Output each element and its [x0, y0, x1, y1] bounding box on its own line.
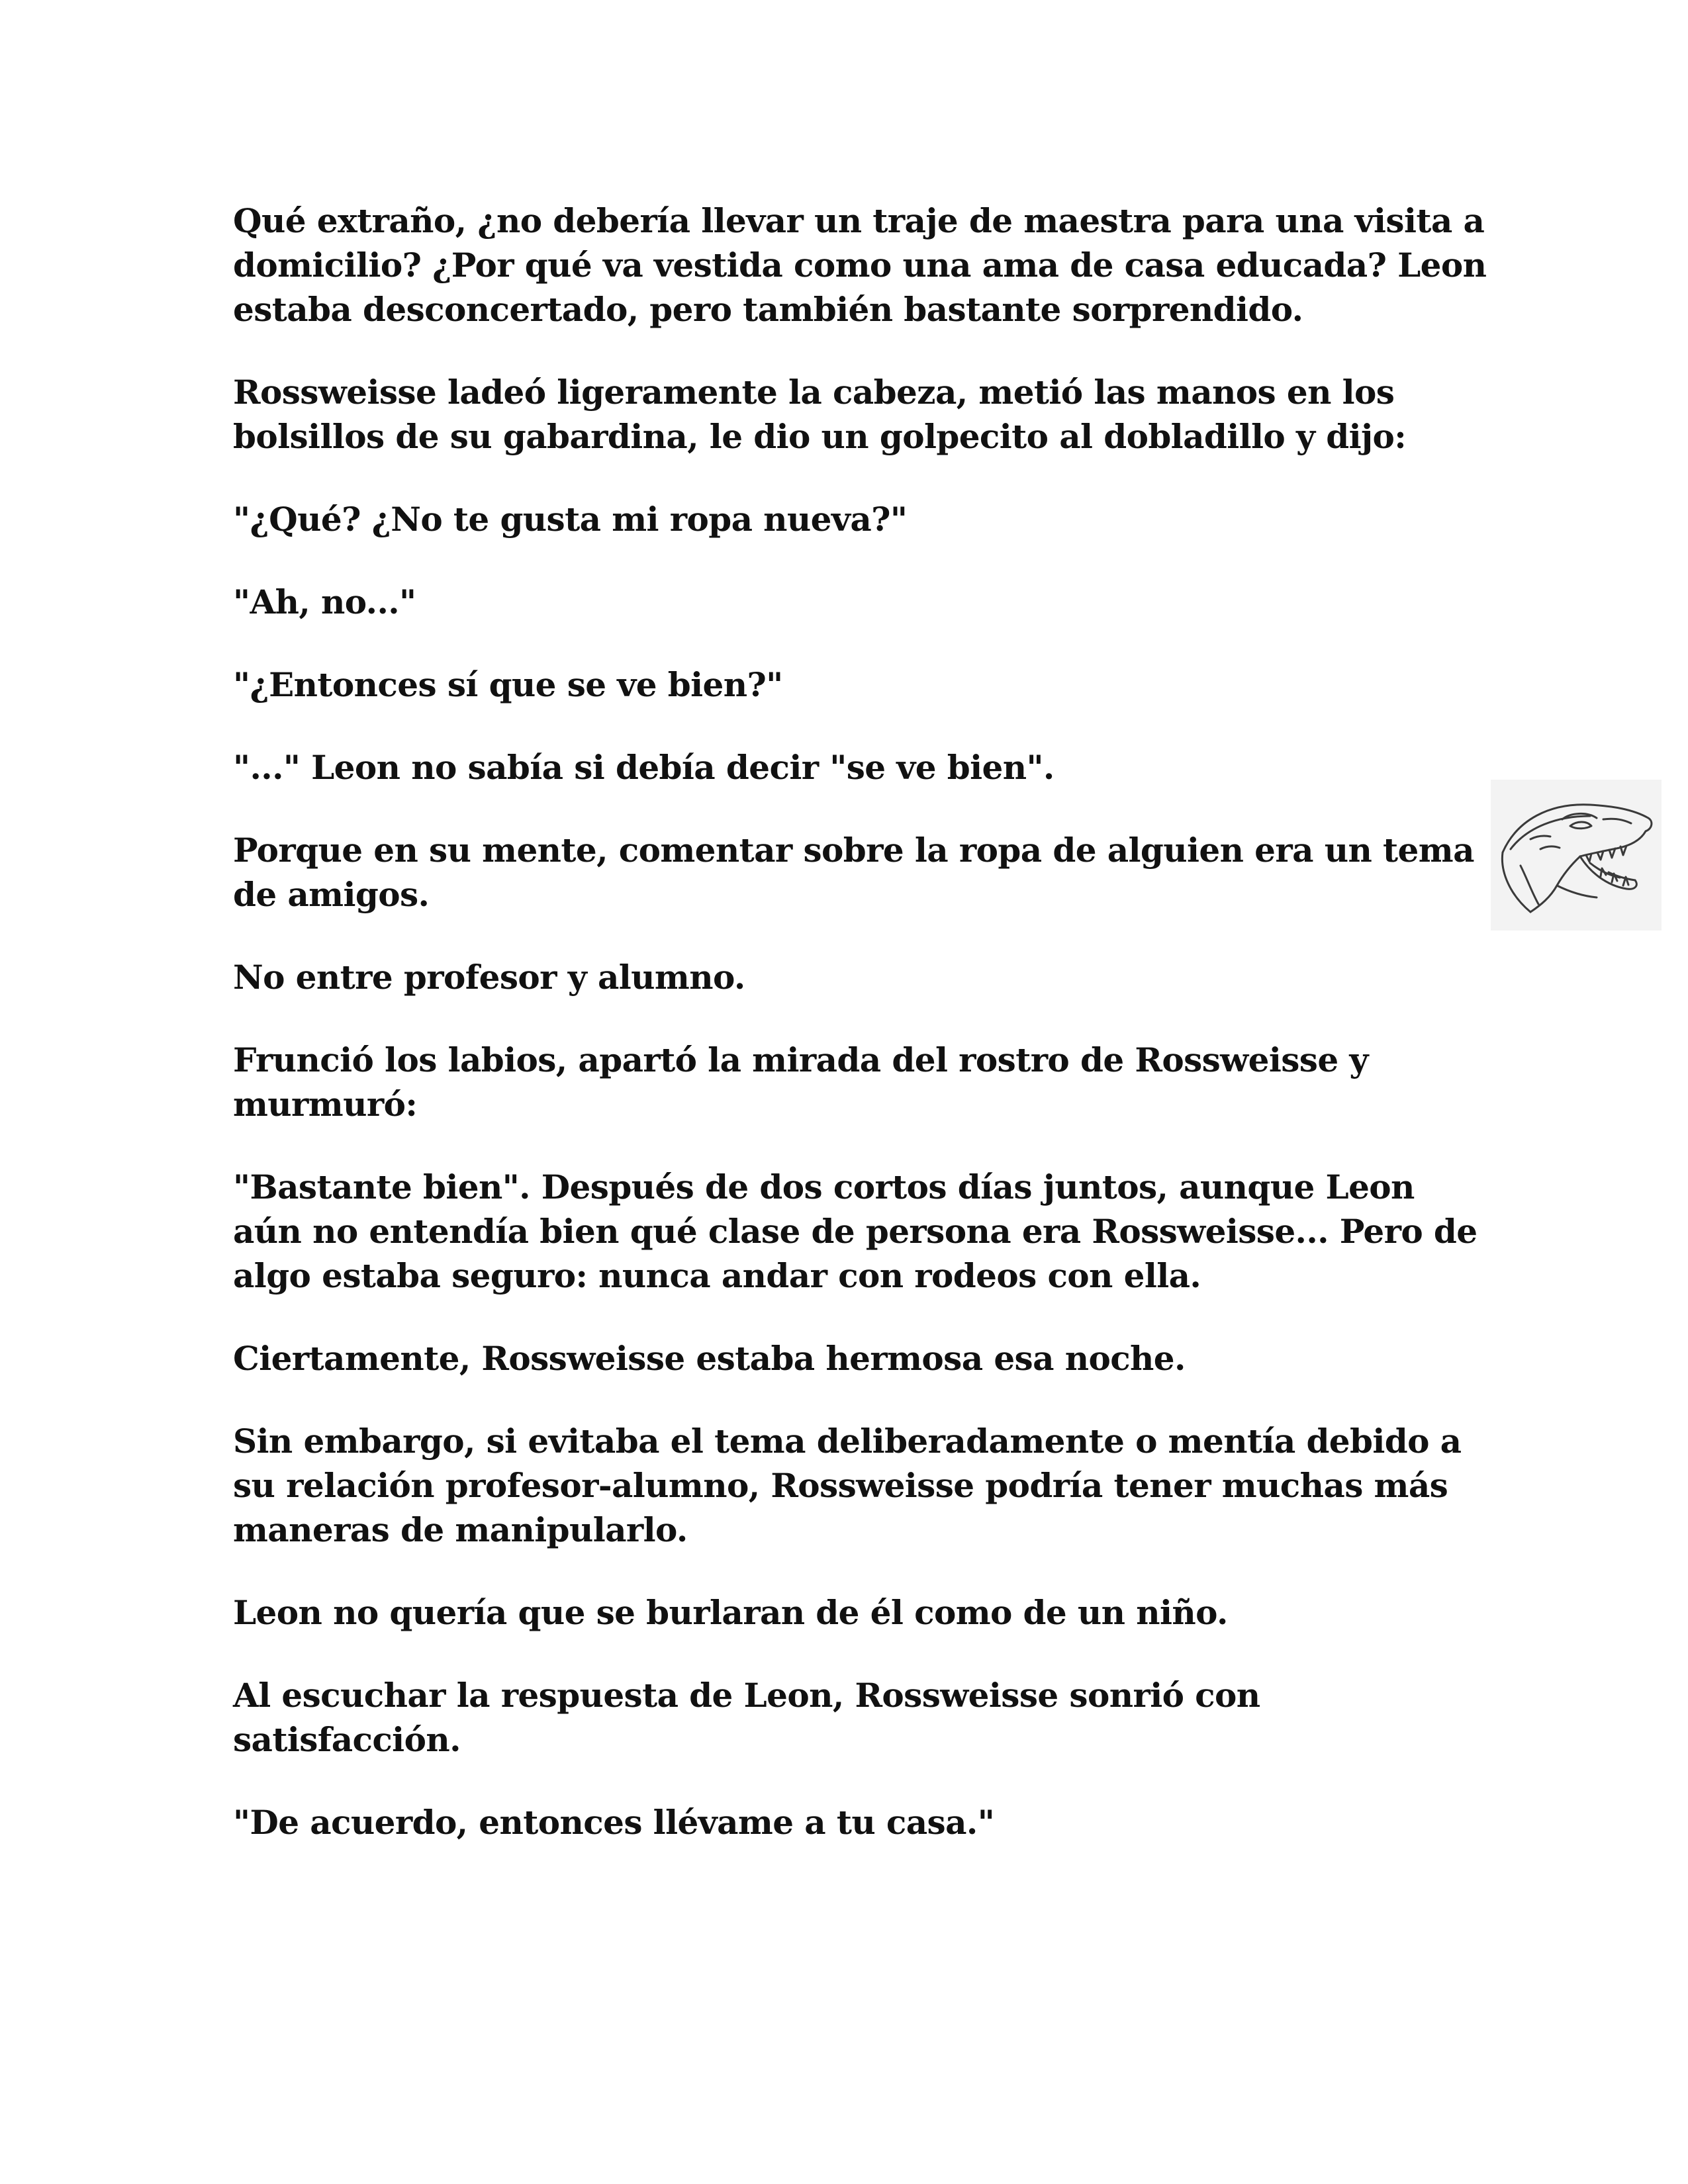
paragraph: Sin embargo, si evitaba el tema deliberadamente o mentía debido a su relación profesor-alumno, Rossweisse podría tener muchas más maneras de manipularlo. — [233, 1422, 1462, 1549]
paragraph: "Bastante bien". Después de dos cortos días juntos, aunque Leon aún no entendía bien qué clase de persona era Rossweisse... Pero de algo estaba seguro: nunca andar con rodeos con ella. — [233, 1167, 1477, 1295]
paragraph: Porque en su mente, comentar sobre la ropa de alguien era un tema de amigos. — [233, 831, 1474, 914]
paragraph: "De acuerdo, entonces llévame a tu casa." — [233, 1803, 995, 1842]
paragraph: "¿Entonces sí que se ve bien?" — [233, 665, 783, 704]
paragraph: Ciertamente, Rossweisse estaba hermosa esa noche. — [233, 1339, 1186, 1378]
paragraph: Qué extraño, ¿no debería llevar un traje de maestra para una visita a domicilio? ¿Por qué va vestida como una ama de casa educada? Leon estaba desconcertado, pero también bastante sorprendido. — [233, 201, 1487, 329]
dinosaur-head-sketch-icon — [1491, 780, 1662, 931]
paragraph: Rossweisse ladeó ligeramente la cabeza, metió las manos en los bolsillos de su gabardina, le dio un golpecito al dobladillo y dijo: — [233, 373, 1407, 456]
paragraph: "..." Leon no sabía si debía decir "se ve bien". — [233, 748, 1055, 787]
body-text — [233, 199, 1491, 1883]
paragraph: Frunció los labios, apartó la mirada del rostro de Rossweisse y murmuró: — [233, 1040, 1368, 1124]
paragraph: "Ah, no..." — [233, 582, 416, 621]
paragraph: No entre profesor y alumno. — [233, 958, 745, 997]
paragraph: Leon no quería que se burlaran de él como de un niño. — [233, 1593, 1228, 1632]
paragraph: Al escuchar la respuesta de Leon, Rossweisse sonrió con satisfacción. — [233, 1676, 1260, 1759]
paragraph: "¿Qué? ¿No te gusta mi ropa nueva?" — [233, 500, 908, 539]
